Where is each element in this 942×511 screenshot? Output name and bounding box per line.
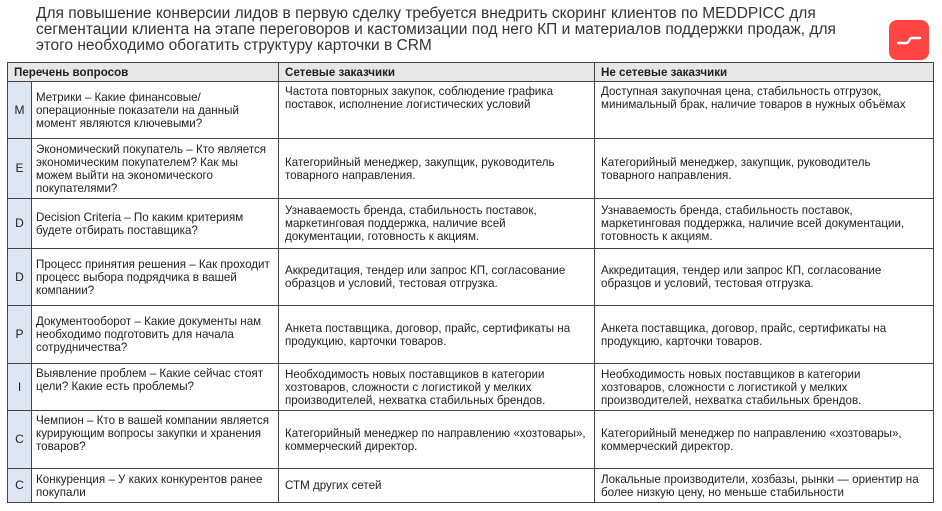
row-non-network: Узнаваемость бренда, стабильность поставок, маркетинговая поддержка, наличие всей документации, готовность к акциям. <box>595 199 934 249</box>
row-non-network: Необходимость новых поставщиков в категории хозтоваров, сложности с логистикой у мелких производителей, нехватка стабильных брендов. <box>595 364 934 411</box>
row-question: Документооборот – Какие документы нам необходимо подготовить для начала сотрудничества? <box>32 306 279 364</box>
header-non-network: Не сетевые заказчики <box>595 63 934 82</box>
table-row <box>8 364 934 411</box>
row-non-network: Категорийный менеджер, закупщик, руководитель товарного направления. <box>595 139 934 199</box>
row-network: Узнаваемость бренда, стабильность поставок, маркетинговая поддержка, наличие всей документации, готовность к акциям. <box>279 199 595 249</box>
headline: Для повышение конверсии лидов в первую сделку требуется внедрить скоринг клиентов по MEDDPICC для сегментации клиента на этапе переговоров и кастомизации под него КП и материалов поддержки продаж, для этого необходимо обогатить структуру карточки в CRM <box>36 5 836 54</box>
row-non-network: Анкета поставщика, договор, прайс, сертификаты на продукцию, карточки товаров. <box>595 306 934 364</box>
header-questions: Перечень вопросов <box>8 63 279 82</box>
row-network: СТМ других сетей <box>279 469 595 503</box>
table-row <box>8 306 934 364</box>
table-row <box>8 249 934 306</box>
row-letter: P <box>8 306 32 364</box>
row-letter: D <box>8 249 32 306</box>
row-network: Категорийный менеджер, закупщик, руководитель товарного направления. <box>279 139 595 199</box>
brand-logo <box>889 20 929 60</box>
row-letter: C <box>8 411 32 469</box>
row-letter: E <box>8 139 32 199</box>
row-question: Экономический покупатель – Кто является экономическим покупателем? Как мы можем выйти на экономического покупателями? <box>32 139 279 199</box>
row-network: Анкета поставщика, договор, прайс, сертификаты на продукцию, карточки товаров. <box>279 306 595 364</box>
row-non-network: Категорийный менеджер по направлению «хозтовары», коммерческий директор. <box>595 411 934 469</box>
row-non-network: Аккредитация, тендер или запрос КП, согласование образцов и условий, тестовая отгрузка. <box>595 249 934 306</box>
row-non-network: Доступная закупочная цена, стабильность отгрузок, минимальный брак, наличие товаров в нужных объёмах <box>595 82 934 139</box>
header-network: Сетевые заказчики <box>279 63 595 82</box>
table-header-row <box>8 63 934 82</box>
row-question: Decision Criteria – По каким критериям будете отбирать поставщика? <box>32 199 279 249</box>
brand-logo-icon <box>889 20 929 60</box>
row-letter: M <box>8 82 32 139</box>
row-network: Аккредитация, тендер или запрос КП, согласование образцов и условий, тестовая отгрузка. <box>279 249 595 306</box>
table-row <box>8 411 934 469</box>
table-row <box>8 139 934 199</box>
row-network: Частота повторных закупок, соблюдение графика поставок, исполнение логистических условий <box>279 82 595 139</box>
row-letter: I <box>8 364 32 411</box>
row-non-network: Локальные производители, хозбазы, рынки — ориентир на более низкую цену, но меньше стабильности <box>595 469 934 503</box>
table-row <box>8 469 934 503</box>
row-question: Чемпион – Кто в вашей компании является курирующим вопросы закупки и хранения товаров? <box>32 411 279 469</box>
row-network: Необходимость новых поставщиков в категории хозтоваров, сложности с логистикой у мелких производителей, нехватка стабильных брендов. <box>279 364 595 411</box>
row-question: Процесс принятия решения – Как проходит процесс выбора подрядчика в вашей компании? <box>32 249 279 306</box>
table-row <box>8 199 934 249</box>
row-question: Выявление проблем – Какие сейчас стоят цели? Какие есть проблемы? <box>32 364 279 411</box>
row-network: Категорийный менеджер по направлению «хозтовары», коммерческий директор. <box>279 411 595 469</box>
meddpicc-table <box>7 62 934 503</box>
table-row <box>8 82 934 139</box>
row-question: Метрики – Какие финансовые/операционные показатели на данный момент являются ключевыми? <box>32 82 279 139</box>
row-letter: D <box>8 199 32 249</box>
row-letter: C <box>8 469 32 503</box>
row-question: Конкуренция – У каких конкурентов ранее покупали <box>32 469 279 503</box>
